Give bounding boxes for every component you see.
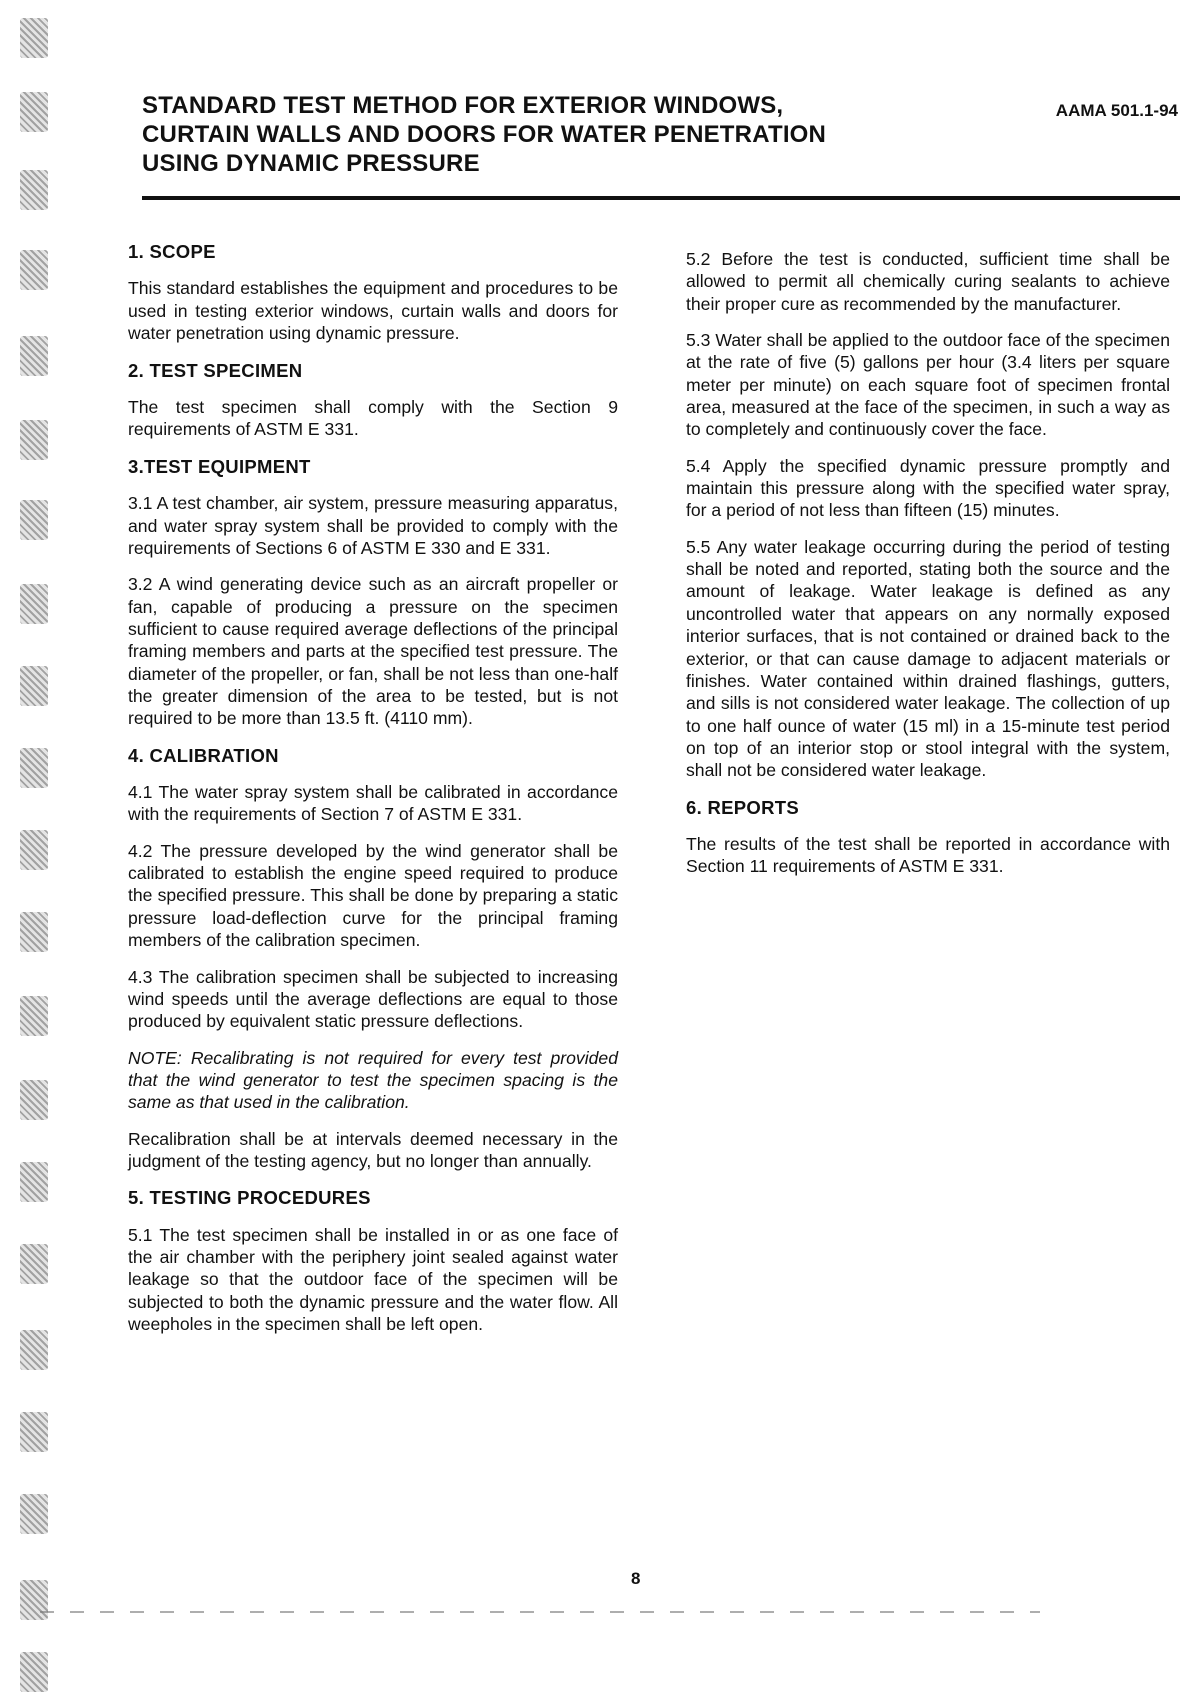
paragraph: 4.2 The pressure developed by the wind generator shall be calibrated to establish the engine speed required to produce the specified pressure. This shall be done by preparing a static pressure load-deflection curve for the principal framing members of the calibration specimen. bbox=[128, 840, 618, 951]
footer-scan-dashes bbox=[40, 1611, 1040, 1613]
scan-artifact bbox=[20, 1162, 48, 1202]
paragraph: The results of the test shall be reported in accordance with Section 11 requirements of ASTM E 331. bbox=[686, 834, 1170, 877]
scan-artifact bbox=[20, 18, 48, 58]
right-column bbox=[686, 248, 1170, 892]
binding-margin-marks bbox=[12, 0, 62, 1697]
page-number: 8 bbox=[631, 1569, 641, 1588]
paragraph: The test specimen shall comply with the Section 9 requirements of ASTM E 331. bbox=[128, 397, 618, 440]
section-heading-calibration: 4. CALIBRATION bbox=[128, 744, 279, 766]
scan-artifact bbox=[20, 92, 48, 132]
scan-artifact bbox=[20, 420, 48, 460]
header-rule bbox=[142, 196, 1180, 200]
scan-artifact bbox=[20, 1244, 48, 1284]
standard-code: AAMA 501.1-94 bbox=[1055, 101, 1178, 120]
scan-artifact bbox=[20, 1080, 48, 1120]
title-line: USING DYNAMIC PRESSURE bbox=[142, 149, 480, 177]
section-heading-scope: 1. SCOPE bbox=[128, 241, 216, 262]
scan-artifact bbox=[20, 912, 48, 952]
section-heading-test-equipment: 3.TEST EQUIPMENT bbox=[128, 455, 311, 477]
left-column bbox=[128, 240, 618, 1349]
paragraph: This standard establishes the equipment and procedures to be used in testing exterior windows, curtain walls and doors for water penetration using dynamic pressure. bbox=[128, 278, 618, 344]
paragraph: 3.1 A test chamber, air system, pressure measuring apparatus, and water spray system shall be provided to comply with the requirements of Sections 6 of ASTM E 330 and E 331. bbox=[128, 493, 618, 558]
scan-artifact bbox=[20, 1330, 48, 1370]
section-heading-testing-procedures: 5. TESTING PROCEDURES bbox=[128, 1187, 371, 1209]
scan-artifact bbox=[20, 1494, 48, 1534]
section-heading-test-specimen: 2. TEST SPECIMEN bbox=[128, 359, 303, 381]
paragraph: 5.4 Apply the specified dynamic pressure promptly and maintain this pressure along with the specified water spray, for a period of not less than fifteen (15) minutes. bbox=[686, 455, 1170, 521]
title-line: STANDARD TEST METHOD FOR EXTERIOR WINDOWS, bbox=[142, 92, 784, 119]
section-heading-reports: 6. REPORTS bbox=[686, 796, 799, 818]
scan-artifact bbox=[20, 1412, 48, 1452]
scan-artifact bbox=[20, 584, 48, 624]
scan-artifact bbox=[20, 748, 48, 788]
paragraph: 5.3 Water shall be applied to the outdoor face of the specimen at the rate of five (5) gallons per hour (3.4 liters per square meter per minute) on each square foot of specimen frontal area, measured at the face of the specimen, in such a way as to completely and continuously cover the face. bbox=[686, 330, 1170, 440]
paragraph: 5.5 Any water leakage occurring during the period of testing shall be noted and reported, stating both the source and the amount of leakage. Water leakage is defined as any uncontrolled water that appears on any normally exposed interior surfaces, that is not contained or drained back to the exterior, or that can cause damage to adjacent materials or finishes. Water contained within drained flashings, gutters, and sills is not considered water leakage. The collection of up to one half ounce of water (15 ml) in a 15-minute test period on top of an interior stop or stool integral with the system, shall not be considered water leakage. bbox=[686, 536, 1170, 781]
paragraph: Recalibration shall be at intervals deemed necessary in the judgment of the testing agency, but no longer than annually. bbox=[128, 1128, 618, 1171]
scan-artifact bbox=[20, 170, 48, 210]
title-line: CURTAIN WALLS AND DOORS FOR WATER PENETRATION bbox=[142, 120, 827, 148]
paragraph: 3.2 A wind generating device such as an aircraft propeller or fan, capable of producing a pressure on the specimen sufficient to cause required average deflections of the principal framing members and parts at the specified test pressure. The diameter of the propeller, or fan, shall be not less than one-half the greater dimension of the area to be tested, but is not required to be more than 13.5 ft. (4110 mm). bbox=[128, 574, 618, 729]
scan-artifact bbox=[20, 500, 48, 540]
scan-artifact bbox=[20, 1580, 48, 1620]
scan-artifact bbox=[20, 666, 48, 706]
note-paragraph: NOTE: Recalibrating is not required for every test provided that the wind generator to test the specimen spacing is the same as that used in the calibration. bbox=[128, 1047, 618, 1113]
paragraph: 4.3 The calibration specimen shall be subjected to increasing wind speeds until the average deflections are equal to those produced by equivalent static pressure deflections. bbox=[128, 966, 618, 1032]
scan-artifact bbox=[20, 1652, 48, 1692]
scan-artifact bbox=[20, 250, 48, 290]
scan-artifact bbox=[20, 830, 48, 870]
paragraph: 5.1 The test specimen shall be installed in or as one face of the air chamber with the periphery joint sealed against water leakage so that the outdoor face of the specimen will be subjected to both the dynamic pressure and the water flow. All weepholes in the specimen shall be left open. bbox=[128, 1224, 618, 1335]
scan-artifact bbox=[20, 996, 48, 1036]
paragraph: 5.2 Before the test is conducted, sufficient time shall be allowed to permit all chemically curing sealants to achieve their proper cure as recommended by the manufacturer. bbox=[686, 249, 1170, 314]
scan-artifact bbox=[20, 336, 48, 376]
paragraph: 4.1 The water spray system shall be calibrated in accordance with the requirements of Section 7 of ASTM E 331. bbox=[128, 782, 618, 825]
document-title bbox=[142, 92, 912, 178]
